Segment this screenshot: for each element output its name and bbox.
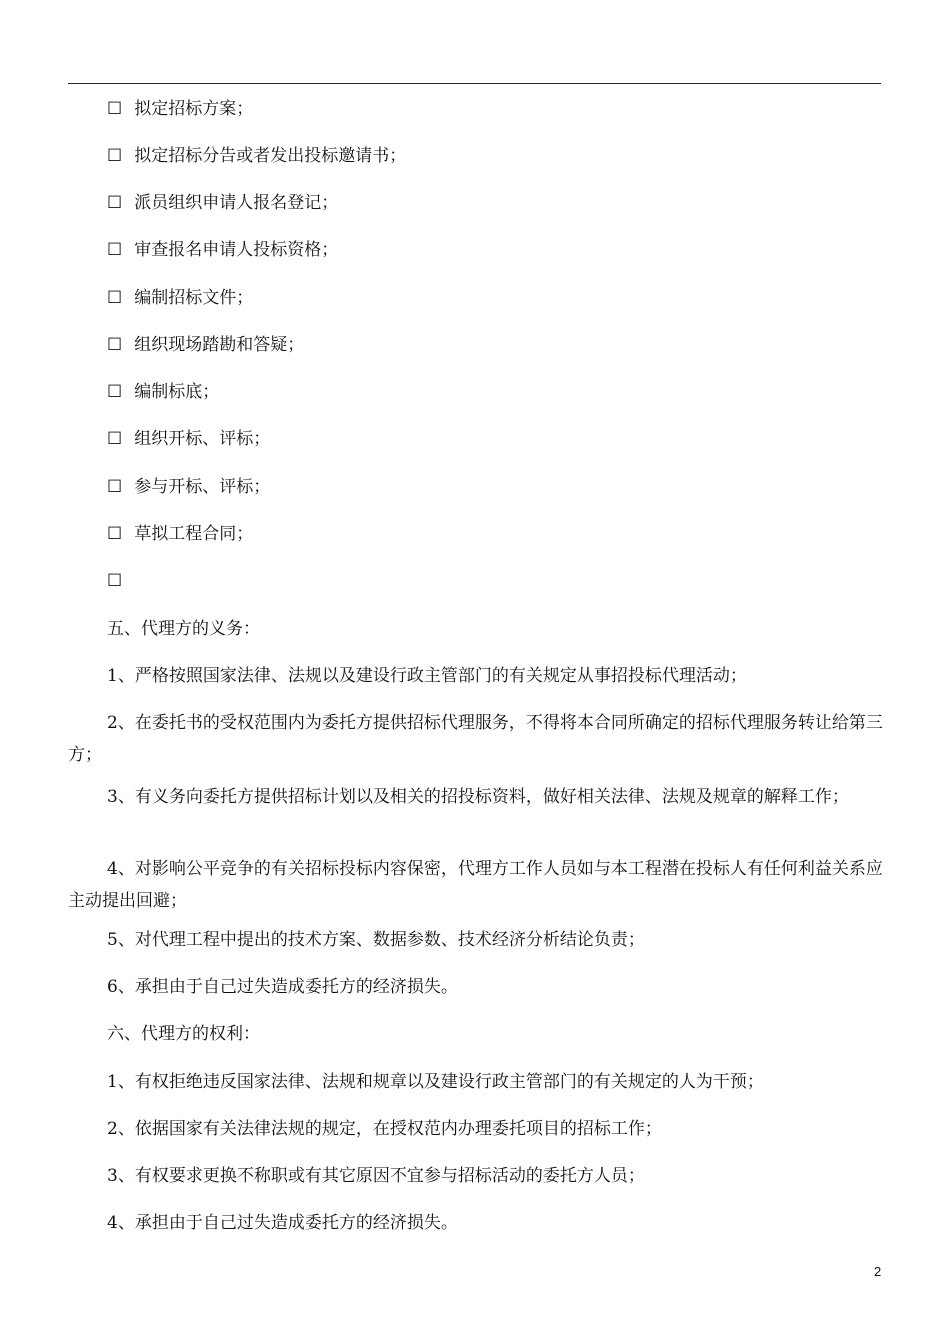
checkbox-icon: ☐ <box>107 477 123 497</box>
obligation-item: 2、在委托书的受权范围内为委托方提供招标代理服务，不得将本合同所确定的招标代理服务转让给第三方； <box>68 713 883 765</box>
obligation-item: 6、承担由于自己过失造成委托方的经济损失。 <box>107 977 458 997</box>
checklist-item <box>107 333 304 357</box>
right-item: 2、依据国家有关法律法规的规定，在授权范内办理委托项目的招标工作； <box>107 1119 662 1139</box>
checklist-item-text: 拟定招标方案； <box>134 99 254 119</box>
header-rule <box>68 83 881 84</box>
checklist-item-text: 审查报名申请人投标资格； <box>134 240 339 260</box>
obligation-item: 5、对代理工程中提出的技术方案、数据参数、技术经济分析结论负责； <box>107 930 645 950</box>
checkbox-icon: ☐ <box>107 335 123 355</box>
checklist-item <box>107 569 134 593</box>
checklist-item <box>107 427 270 451</box>
section-heading: 六、代理方的权利： <box>107 1024 260 1044</box>
checklist-item <box>107 286 253 310</box>
checkbox-icon: ☐ <box>107 571 123 591</box>
checklist-item-text: 参与开标、评标； <box>134 477 271 497</box>
obligation-item: 4、对影响公平竞争的有关招标投标内容保密，代理方工作人员如与本工程潜在投标人有任何利益关系应主动提出回避； <box>68 859 883 911</box>
checklist-item-text: 草拟工程合同； <box>134 524 254 544</box>
checkbox-icon: ☐ <box>107 288 123 308</box>
checkbox-icon: ☐ <box>107 193 123 213</box>
checklist-item <box>107 97 253 121</box>
right-item: 4、承担由于自己过失造成委托方的经济损失。 <box>107 1213 458 1233</box>
obligation-item: 3、有义务向委托方提供招标计划以及相关的招投标资料，做好相关法律、法规及规章的解释工作； <box>107 787 849 807</box>
checklist-item <box>107 238 338 262</box>
right-item: 3、有权要求更换不称职或有其它原因不宜参与招标活动的委托方人员； <box>107 1166 645 1186</box>
checklist-item <box>107 475 270 499</box>
checklist-item-text: 编制招标文件； <box>134 288 254 308</box>
page-number: 2 <box>874 1264 882 1279</box>
checkbox-icon: ☐ <box>107 146 123 166</box>
right-item: 1、有权拒绝违反国家法律、法规和规章以及建设行政主管部门的有关规定的人为干预； <box>107 1072 764 1092</box>
checklist-item-text: 派员组织申请人报名登记； <box>134 193 339 213</box>
checklist-item <box>107 380 219 404</box>
checkbox-icon: ☐ <box>107 429 123 449</box>
checkbox-icon: ☐ <box>107 524 123 544</box>
checkbox-icon: ☐ <box>107 382 123 402</box>
checklist-item-text: 组织开标、评标； <box>134 429 271 449</box>
obligation-item: 1、严格按照国家法律、法规以及建设行政主管部门的有关规定从事招投标代理活动； <box>107 666 747 686</box>
checklist-item-text: 编制标底； <box>134 382 220 402</box>
checklist-item <box>107 522 253 546</box>
checkbox-icon: ☐ <box>107 99 123 119</box>
section-heading: 五、代理方的义务： <box>107 619 260 639</box>
checklist-item-text: 拟定招标分告或者发出投标邀请书； <box>134 146 407 166</box>
checklist-item-text: 组织现场踏勘和答疑； <box>134 335 305 355</box>
checkbox-icon: ☐ <box>107 240 123 260</box>
checklist-item <box>107 144 406 168</box>
checklist-item <box>107 191 338 215</box>
